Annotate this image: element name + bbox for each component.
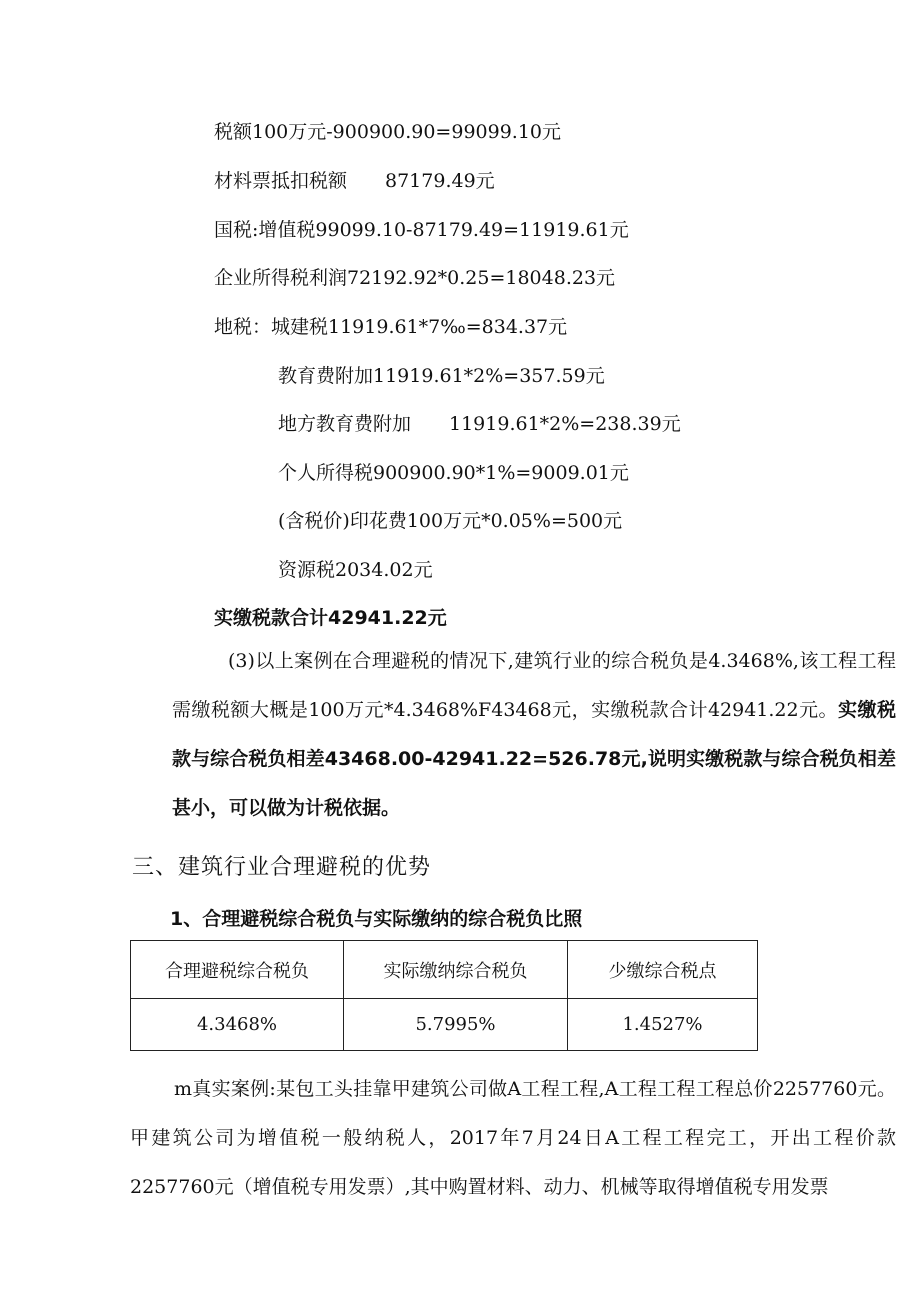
table-cell: 5.7995%	[344, 999, 568, 1051]
calc-line-resource-tax: 资源税2034.02元	[278, 559, 433, 581]
table-row	[131, 999, 758, 1051]
tax-burden-comparison-table	[130, 940, 758, 1051]
calc-line-material-deduction: 材料票抵扣税额 87179.49元	[214, 170, 495, 192]
subsection-title: 1、合理避税综合税负与实际缴纳的综合税负比照	[170, 908, 583, 930]
table-cell: 1.4527%	[568, 999, 758, 1051]
calc-line-personal-income-tax: 个人所得税900900.90*1%=9009.01元	[278, 462, 629, 484]
calc-line-income-tax: 企业所得税利润72192.92*0.25=18048.23元	[214, 267, 616, 289]
paragraph-case-summary	[172, 637, 896, 833]
table-cell: 4.3468%	[131, 999, 344, 1051]
calc-line-vat: 国税:增值税99099.10-87179.49=11919.61元	[214, 219, 629, 241]
table-header-cell: 实际缴纳综合税负	[344, 941, 568, 999]
calc-line-local-education-fee: 地方教育费附加 11919.61*2%=238.39元	[278, 413, 681, 435]
paragraph-real-case: m真实案例:某包工头挂靠甲建筑公司做A工程工程,A工程工程工程总价2257760元。甲建筑公司为增值税一般纳税人，2017年7月24日A工程工程完工，开出工程价款2257760元（增值税专用发票）,其中购置材料、动力、机械等取得增值税专用发票	[130, 1078, 896, 1198]
table-header-row	[131, 941, 758, 999]
calc-line-stamp-fee: (含税价)印花费100万元*0.05%=500元	[278, 510, 623, 532]
table-header-cell: 少缴综合税点	[568, 941, 758, 999]
table-header-cell: 合理避税综合税负	[131, 941, 344, 999]
paragraph-case-summary-normal: (3)以上案例在合理避税的情况下,建筑行业的综合税负是4.3468%,该工程工程需缴税额大概是100万元*4.3468%F43468元，实缴税款合计42941.22元。	[172, 650, 896, 721]
paragraph-case-summary-bold: 实缴税款与综合税负相差43468.00-42941.22=526.78元,说明实缴税款与综合税负相差甚小，可以做为计税依据。	[172, 699, 896, 819]
calc-line-education-fee: 教育费附加11919.61*2%=357.59元	[278, 365, 605, 387]
calc-line-tax-amount: 税额100万元-900900.90=99099.10元	[214, 121, 562, 143]
calc-line-city-tax: 地税：城建税11919.61*7‰=834.37元	[214, 316, 568, 338]
total-tax-line: 实缴税款合计42941.22元	[214, 607, 447, 629]
section-title: 三、建筑行业合理避税的优势	[132, 855, 432, 880]
